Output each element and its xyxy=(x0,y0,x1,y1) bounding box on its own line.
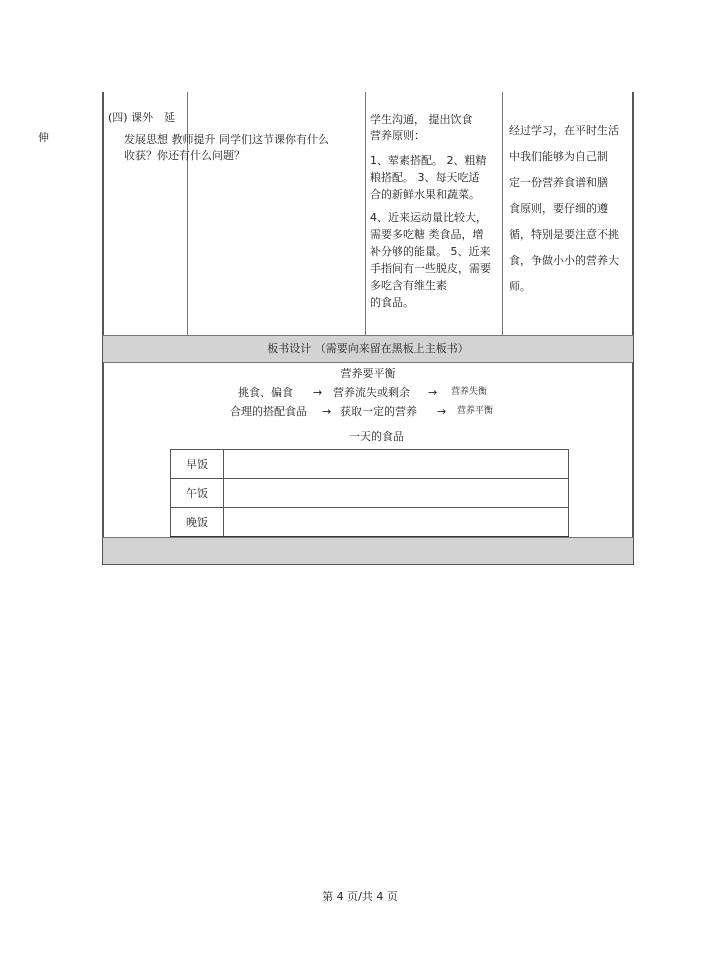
text-line: 4、近来运动量比较大， xyxy=(370,211,487,224)
board-line1-c: 营养失衡 xyxy=(451,387,488,397)
text-line: 1、荤素搭配。 2、粗精 xyxy=(370,154,487,167)
text-line: 多吃含有维生素 xyxy=(370,279,447,292)
text-line: 师。 xyxy=(509,280,531,293)
arrow-icon: → xyxy=(428,386,438,399)
board-title: 营养要平衡 xyxy=(340,367,396,380)
table-row xyxy=(171,508,569,538)
text-line: 食，争做小小的营养大 xyxy=(509,254,619,267)
col-divider xyxy=(365,92,366,335)
board-line2-b: 获取一定的营养 xyxy=(340,405,417,418)
board-design-header xyxy=(103,335,633,363)
board-line2-c: 营养平衡 xyxy=(457,406,494,416)
text-line: 循，特别是要注意不挑 xyxy=(509,228,619,241)
col-divider xyxy=(502,92,503,335)
teacher-prompt-line: 收获？你还有什么问题？ xyxy=(124,149,245,162)
arrow-icon: → xyxy=(437,405,447,418)
text-line: 手指间有一些脱皮，需要 xyxy=(370,262,491,275)
col-divider xyxy=(187,92,188,335)
text-line: 学生沟通， 提出饮食 xyxy=(370,113,473,126)
arrow-icon: → xyxy=(322,405,332,418)
board-line1-a: 挑食、偏食 xyxy=(238,386,293,399)
bottom-band xyxy=(103,537,633,564)
meal-label-dinner: 晚饭 xyxy=(171,508,224,538)
learning-summary xyxy=(509,118,619,300)
text-line: 粮搭配。 3、每天吃适 xyxy=(370,171,480,184)
board-line1-b: 营养流失或剩余 xyxy=(333,386,410,399)
meal-label-breakfast: 早饭 xyxy=(171,450,224,479)
text-line: 定一份营养食谱和膳 xyxy=(509,176,608,189)
meal-content-breakfast xyxy=(224,450,569,479)
student-principles xyxy=(370,112,491,311)
page-footer: 第 4 页/共 4 页 xyxy=(322,890,398,903)
table-row xyxy=(171,479,569,508)
arrow-icon: → xyxy=(313,386,323,399)
text-line: 补分够的能量。 5、近来 xyxy=(370,245,491,258)
text-line: 中我们能够为自己制 xyxy=(509,150,608,163)
table-row xyxy=(171,450,569,479)
meals-table xyxy=(170,449,569,538)
board-design-header-text: 板书设计 （需要向来留在黑板上主板书） xyxy=(267,342,469,355)
meal-label-lunch: 午饭 xyxy=(171,479,224,508)
meals-title: 一天的食品 xyxy=(349,430,404,443)
board-line2-a: 合理的搭配食品 xyxy=(230,405,307,418)
side-label: 伸 xyxy=(38,131,49,144)
teacher-prompt-line: 发展思想 教师提升 同学们这节课你有什么 xyxy=(124,133,329,146)
text-line: 需要多吃糖 类食品，增 xyxy=(370,228,484,241)
meal-content-dinner xyxy=(224,508,569,538)
text-line: 营养原则： xyxy=(370,129,425,142)
text-line: 经过学习，在平时生活 xyxy=(509,124,619,137)
section-title: (四) 课外 延 xyxy=(108,111,176,124)
text-line: 食原则，要仔细的遵 xyxy=(509,202,608,215)
text-line: 合的新鲜水果和蔬菜。 xyxy=(370,188,480,201)
text-line: 的食品。 xyxy=(370,296,414,309)
meal-content-lunch xyxy=(224,479,569,508)
